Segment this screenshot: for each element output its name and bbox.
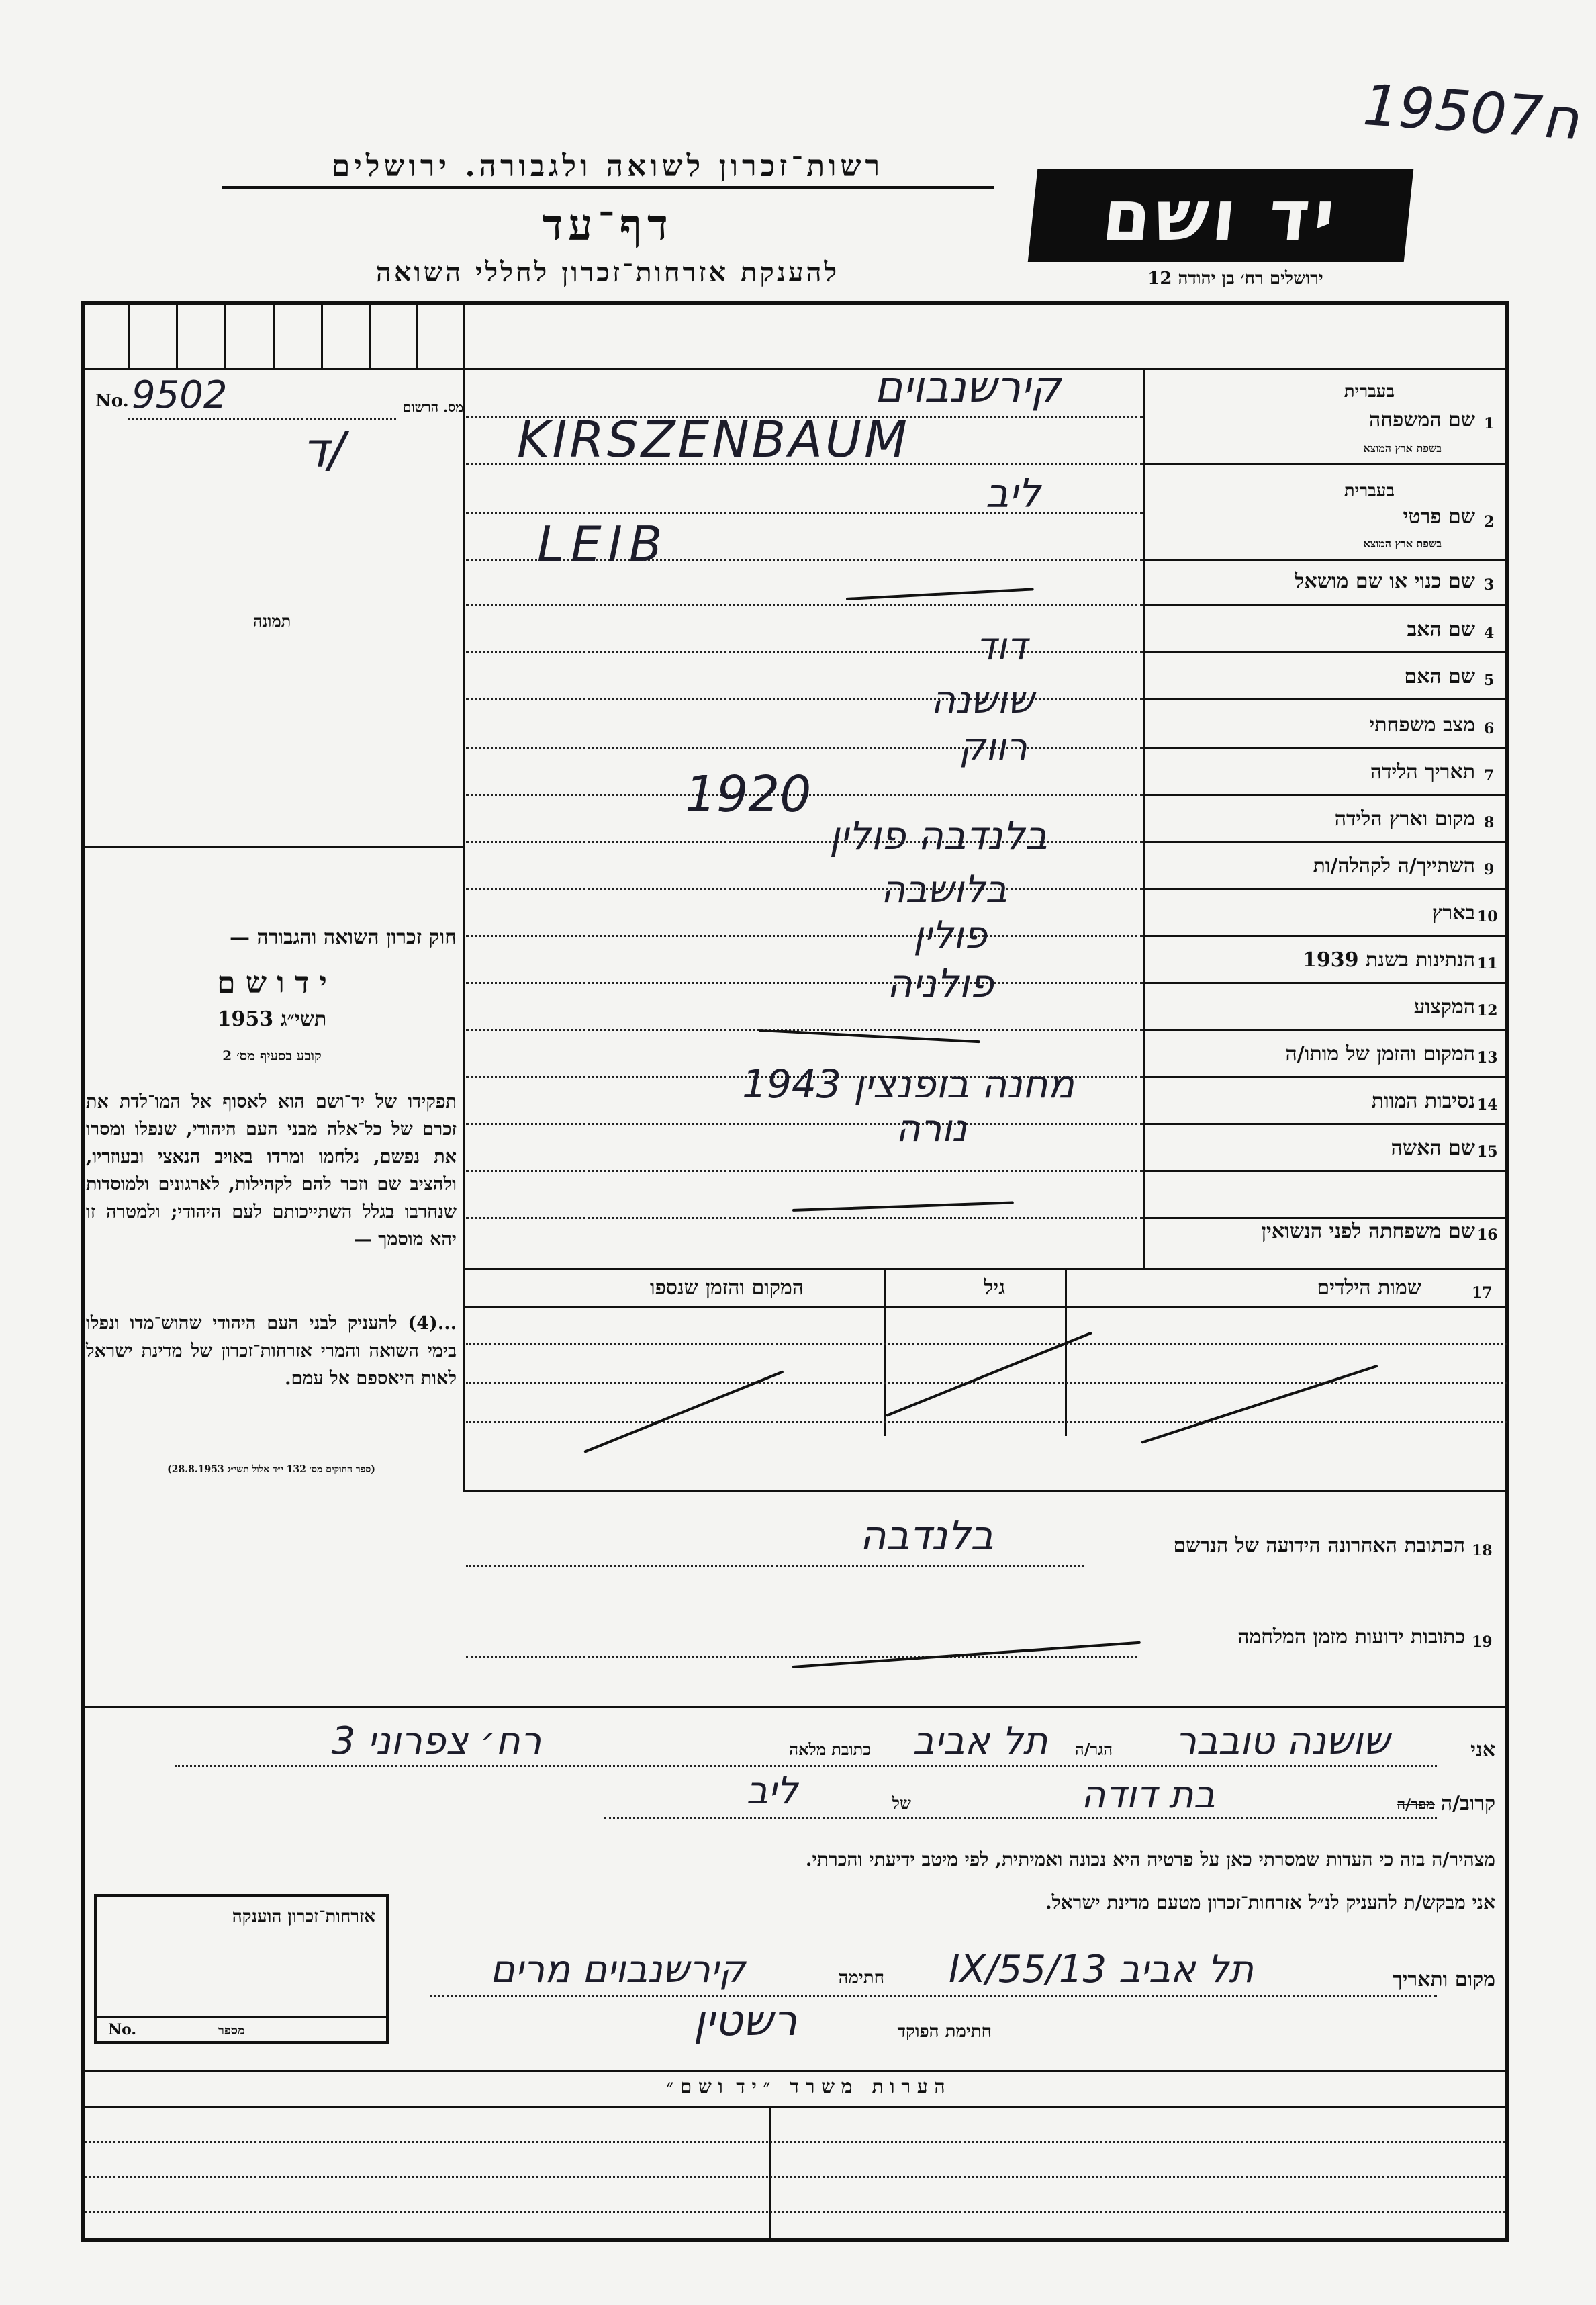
- officer-signature-label: חתימת הפוקד: [897, 2022, 992, 2042]
- signature-line: [430, 1995, 1437, 1997]
- value-line: [466, 512, 1143, 514]
- value-line: [466, 604, 1143, 606]
- field-18-top-line: [463, 1490, 1509, 1492]
- citizenship-box: [94, 1894, 389, 2044]
- children-col-place: המקום והזמן שנספו: [649, 1276, 804, 1300]
- field-14-label: נסיבות המוות: [1371, 1089, 1475, 1113]
- field-11-value: פולניה: [886, 960, 994, 1006]
- place-date-value: תל אביב 13/IX/55: [948, 1948, 1254, 1991]
- yad-vashem-logo: [1028, 169, 1414, 262]
- registration-label: מס. הרשום: [403, 399, 464, 415]
- field-7-number: 7: [1484, 767, 1495, 784]
- declaration-of-value: ליב: [746, 1769, 798, 1813]
- field-7-label: תאריך הלידה: [1370, 760, 1475, 784]
- row-line: [1143, 747, 1509, 749]
- field-18-number: 18: [1472, 1542, 1493, 1560]
- value-line: [466, 888, 1143, 890]
- field-16-label: שם משפחתה לפני הנשואין: [1261, 1220, 1475, 1243]
- field-6-label: מצב משפחתי: [1369, 713, 1475, 737]
- value-line: [466, 747, 1143, 749]
- field-10-number: 10: [1477, 908, 1498, 925]
- field-18-label: הכתובת האחרונה הידועה של הנרשם: [1173, 1534, 1465, 1557]
- row-line: [1143, 651, 1509, 653]
- field-15-label: שם האשה: [1391, 1136, 1475, 1160]
- declaration-city: תל אביב: [912, 1719, 1048, 1763]
- registration-line: [128, 418, 396, 420]
- box-divider: [416, 301, 418, 368]
- photo-label: תמונה: [252, 611, 291, 631]
- declaration-ani: אני: [1470, 1738, 1495, 1762]
- left-column-border: [463, 301, 465, 1490]
- field-2-value-hebrew: ליב: [985, 470, 1041, 517]
- declaration-statement-2: אני מבקש/ת להעניק לנ״ל אזרחות־זכרון מטעם מדינת ישראל.: [1045, 1891, 1495, 1913]
- declaration-statement-1: מצהיר/ה בזה כי העדות שמסרתי כאן על פרטיה היא נכונה ואמיתית, לפי מיטב ידיעתי והכרתי.: [805, 1848, 1495, 1870]
- children-col-names: שמות הילדים: [1317, 1276, 1421, 1300]
- field-9-number: 9: [1484, 861, 1495, 878]
- row-line: [1143, 604, 1509, 606]
- field-5-value: שושנה: [931, 678, 1034, 722]
- field-1-subtag: בשפת ארץ המוצא: [1363, 442, 1442, 455]
- field-13-value: מחנה בופנצין 1943: [742, 1061, 1074, 1107]
- law-section-line: [81, 846, 463, 848]
- field-13-number: 13: [1477, 1049, 1498, 1067]
- signature-label: חתימה: [838, 1968, 884, 1988]
- field-3-label: שם כנוי או שם מושאל: [1295, 570, 1475, 593]
- field-19-line: [466, 1656, 1137, 1658]
- field-3-number: 3: [1484, 576, 1495, 594]
- field-9-value: בלושבה: [880, 868, 1007, 911]
- citizenship-box-number-label: מספר: [218, 2024, 245, 2038]
- row-line: [1143, 1217, 1509, 1219]
- officer-signature: רשטין: [693, 1996, 798, 2046]
- field-9-label: השתייך/ה לקהלה/ות: [1313, 854, 1475, 878]
- row-line: [1143, 1076, 1509, 1078]
- field-6-number: 6: [1484, 720, 1495, 737]
- value-line: [466, 1217, 1143, 1219]
- row-line: [1143, 559, 1509, 561]
- value-line: [466, 698, 1143, 700]
- field-10-label: בארץ: [1431, 901, 1475, 925]
- citizenship-box-no: No.: [108, 2021, 137, 2038]
- children-top-line: [463, 1268, 1509, 1270]
- box-divider: [128, 301, 130, 368]
- row-line: [1143, 841, 1509, 843]
- field-8-number: 8: [1484, 814, 1495, 831]
- field-12-number: 12: [1477, 1002, 1498, 1020]
- field-1-value-hebrew: קירשנבוים: [874, 363, 1061, 412]
- field-14-value: נורה: [896, 1107, 967, 1150]
- form-title: דף־עד: [542, 200, 673, 251]
- children-number: 17: [1472, 1284, 1493, 1302]
- field-11-label: הנתינות בשנת 1939: [1302, 948, 1475, 972]
- field-4-number: 4: [1484, 625, 1495, 642]
- office-notes-title: ה ע ר ו ת מ ש ר ד ״ י ד ו ש ם ״: [666, 2075, 945, 2097]
- field-2-value-latin: LEIB: [537, 516, 669, 572]
- archive-number: ח19507: [1360, 71, 1582, 153]
- row-line: [1143, 935, 1509, 937]
- law-year: תשי״ג 1953: [217, 1007, 327, 1031]
- declaration-line-1: [175, 1765, 1437, 1767]
- field-5-number: 5: [1484, 672, 1495, 689]
- law-name: י ד ו ש ם: [217, 966, 327, 1000]
- field-7-value: 1920: [685, 766, 812, 823]
- field-8-value: בלנדבה פולין: [829, 813, 1047, 858]
- row-line: [1143, 698, 1509, 700]
- children-col-border: [1065, 1268, 1067, 1436]
- field-2-tag: בעברית: [1344, 481, 1395, 501]
- declaration-address-label: כתובת מלאה: [789, 1739, 871, 1759]
- field-14-number: 14: [1477, 1096, 1498, 1114]
- law-source: (ספר החוקים מס׳ 132 י״ד אלול תשי״ג 28.8.1953): [167, 1464, 375, 1475]
- field-19-label: כתובות ידועות מזמן המלחמה: [1237, 1625, 1465, 1649]
- logo-text: יד ושם: [1098, 175, 1343, 257]
- field-18-line: [466, 1565, 1084, 1567]
- notes-line: [85, 2176, 1505, 2178]
- field-11-number: 11: [1477, 955, 1498, 973]
- field-2-number: 2: [1484, 513, 1495, 531]
- field-2-label: שם פרטי: [1403, 505, 1475, 529]
- law-title: חוק זכרון השואה והגבורה —: [230, 925, 457, 949]
- logo-address: ירושלים רח׳ בן יהודה 12: [1147, 269, 1323, 289]
- value-line: [466, 935, 1143, 937]
- box-divider: [321, 301, 323, 368]
- row-line: [1143, 1029, 1509, 1031]
- law-paragraph-1: תפקידו של יד־ושם הוא לאסוף אל המו־לדת את זכרם של כל־אלה מבני העם היהודי, שנפלו ומסרו את נפשם, נלחמו ומרדו באויב הנאצי ובעוזריו, ולהציב שם וזכר להם לקהילות, לארגונים ולמוסדות שנחרבו בגלל השתייכותם לעם היהודי; ולמטרה זו יהא מוסמך —: [86, 1091, 457, 1250]
- declaration-of-label: של: [892, 1793, 911, 1813]
- row-line: [1143, 1123, 1509, 1125]
- declaration-top-line: [81, 1706, 1509, 1708]
- declaration-address: רח׳ צפרוני 3: [331, 1719, 542, 1763]
- signature-value: קירשנבוים מרים: [489, 1948, 746, 1991]
- value-line: [466, 1170, 1143, 1172]
- children-row-line: [466, 1343, 1507, 1345]
- declaration-resident-label: הגר/ה: [1074, 1739, 1113, 1759]
- field-6-value: רווק: [959, 725, 1027, 769]
- field-15-number: 15: [1477, 1143, 1498, 1161]
- form-subtitle: להענקת אזרחות־זכרון לחללי השואה: [375, 257, 840, 288]
- field-2-subtag: בשפת ארץ המוצא: [1363, 537, 1442, 550]
- registration-no-prefix: No.: [95, 391, 129, 411]
- children-row-line: [466, 1421, 1507, 1423]
- declaration-relative-struck: מפר/ה: [1397, 1796, 1435, 1813]
- notes-top-line: [81, 2070, 1509, 2072]
- children-col-age: גיל: [984, 1276, 1005, 1300]
- field-1-tag: בעברית: [1344, 381, 1395, 402]
- box-divider: [369, 301, 371, 368]
- row-line: [1143, 463, 1509, 465]
- registration-number: 9502: [132, 373, 228, 417]
- citizenship-box-line: [97, 2016, 386, 2018]
- citizenship-box-title: אזרחות־זכרון הוענקה: [232, 1907, 375, 1927]
- box-divider: [224, 301, 226, 368]
- label-column-border: [1143, 368, 1145, 1268]
- value-line: [466, 1029, 1143, 1031]
- registration-mark: ד/: [302, 422, 345, 478]
- notes-divider: [769, 2106, 771, 2242]
- declaration-relation: בת דודה: [1081, 1773, 1215, 1817]
- declaration-name: שושנה טובבר: [1175, 1719, 1390, 1763]
- box-divider: [273, 301, 275, 368]
- field-12-label: המקצוע: [1413, 995, 1475, 1019]
- authority-title: רשות־זכרון לשואה ולגבורה. ירושלים: [222, 149, 994, 189]
- box-divider: [176, 301, 178, 368]
- field-8-label: מקום וארץ הלידה: [1334, 807, 1475, 831]
- field-13-label: המקום והזמן של מותו/ה: [1285, 1042, 1475, 1066]
- law-paragraph-2: ...(4) להעניק לבני העם היהודי שהוש־מדו ונפלו בימי השואה והמרי אזרחות־זכרון של מדינת ישראל לאות היאספם אל עמם.: [86, 1313, 457, 1389]
- field-4-value: דוד: [976, 625, 1027, 668]
- notes-line: [85, 2141, 1505, 2143]
- field-5-label: שם האם: [1404, 665, 1475, 688]
- field-1-label: שם המשפחה: [1368, 408, 1475, 432]
- row-line: [1143, 888, 1509, 890]
- field-1-value-latin: KIRSZENBAUM: [517, 411, 910, 469]
- field-18-value: בלנדבה: [859, 1512, 994, 1560]
- notes-header-line: [81, 2106, 1509, 2108]
- row-line: [1143, 1170, 1509, 1172]
- notes-line: [85, 2211, 1505, 2213]
- children-col-border: [884, 1268, 886, 1436]
- declaration-line-2: [604, 1817, 1437, 1819]
- row-line: [1143, 982, 1509, 984]
- children-header-line: [463, 1306, 1509, 1308]
- field-4-label: שם האב: [1407, 618, 1475, 641]
- declaration-relative-label: קרוב/ה: [1440, 1792, 1495, 1815]
- law-section-ref: קובע בסעיף מס׳ 2: [222, 1048, 322, 1064]
- field-1-number: 1: [1484, 415, 1495, 433]
- field-10-value: פולין: [913, 913, 987, 957]
- row-line: [1143, 794, 1509, 796]
- value-line: [466, 651, 1143, 653]
- children-row-line: [466, 1382, 1507, 1384]
- field-16-number: 16: [1477, 1226, 1498, 1244]
- place-date-label: מקום ותאריך: [1392, 1968, 1495, 1991]
- field-19-number: 19: [1472, 1633, 1493, 1651]
